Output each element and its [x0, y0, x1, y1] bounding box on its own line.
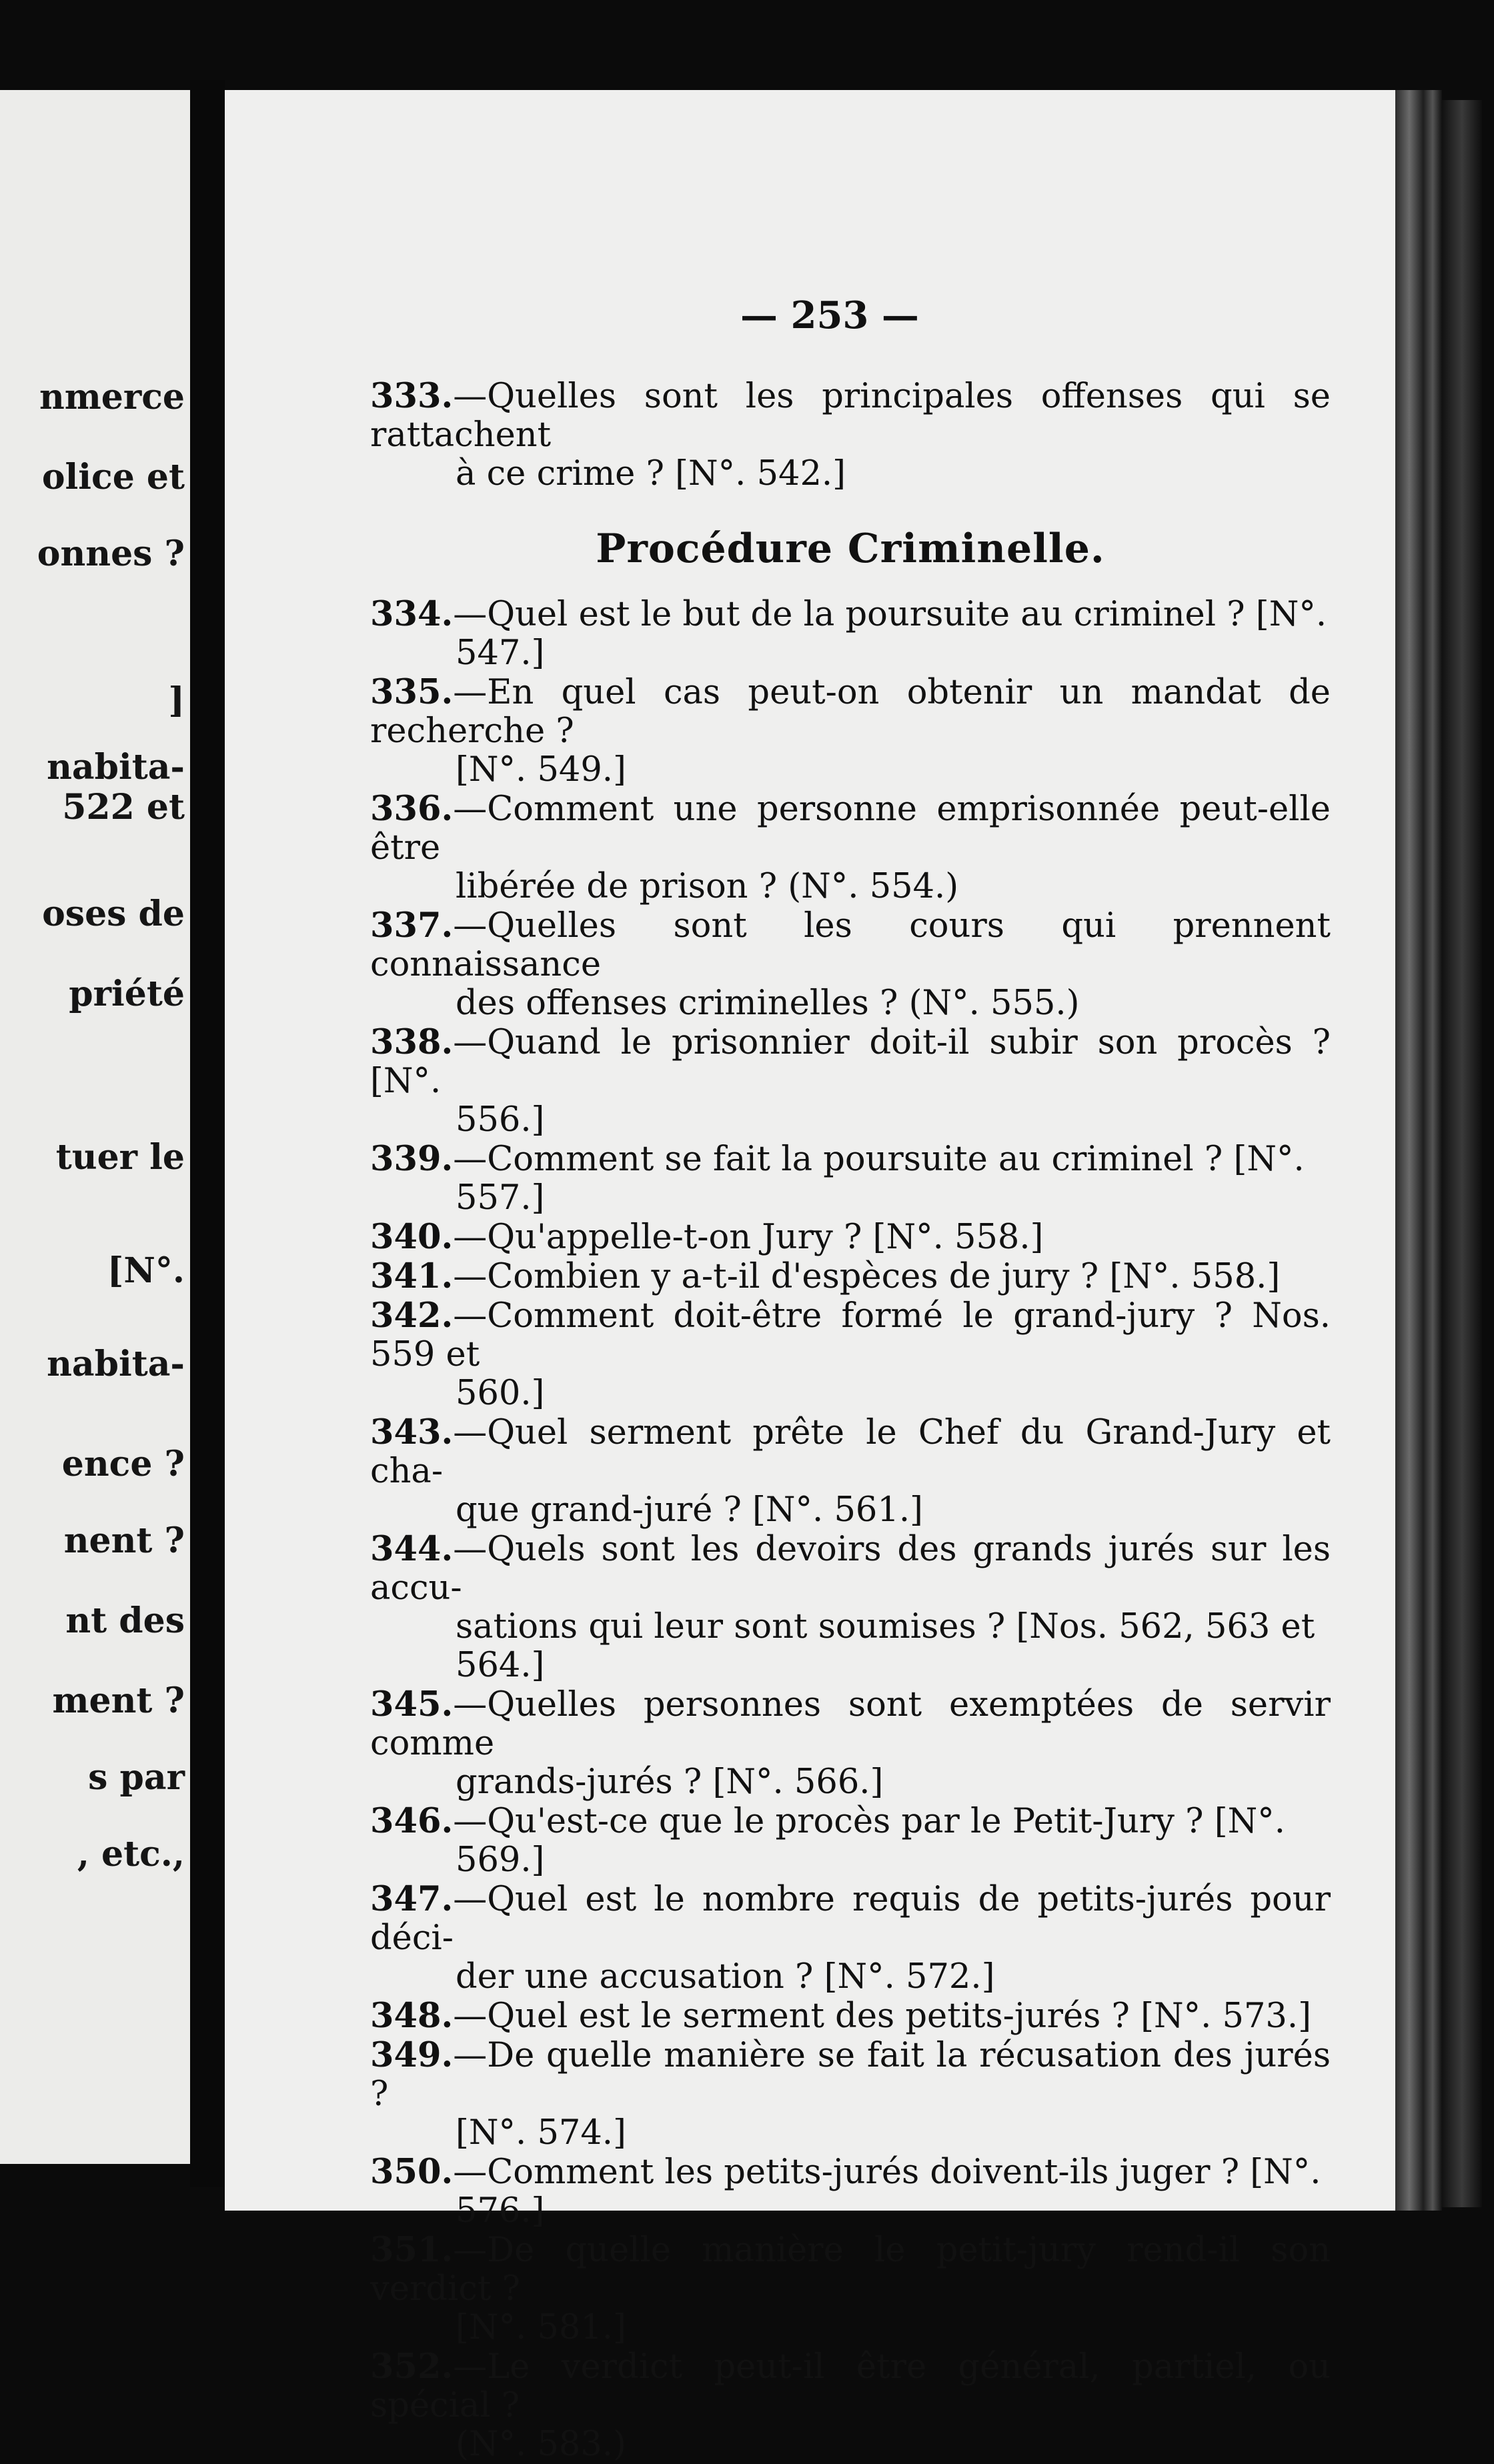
left-page-fragment: tuer le — [55, 1137, 185, 1178]
entry-text: —Quelles sont les cours qui prennent connaissance — [370, 906, 1331, 984]
entry-text: —Quels sont les devoirs des grands jurés sur les accu- — [370, 1530, 1331, 1608]
entry-number: 339. — [370, 1139, 454, 1179]
left-page-fragment: priété — [69, 974, 185, 1014]
entry-continuation: que grand-juré ? [N°. 561.] — [456, 1490, 923, 1530]
entry-347 — [370, 1880, 1331, 1997]
entry-text: —Comment une personne emprisonnée peut-elle être — [370, 790, 1331, 868]
left-page-fragment: 522 et — [62, 787, 185, 828]
entry-339 — [370, 1140, 1331, 1218]
left-page-fragment: nabita- — [47, 747, 185, 788]
entry-text: —Quel est le but de la poursuite au criminel ? [N°. — [453, 595, 1327, 634]
page-number: — 253 — — [740, 293, 919, 337]
entry-text: —Quel est le nombre requis de petits-jurés pour déci- — [370, 1880, 1331, 1958]
left-page-fragment: nt des — [65, 1600, 185, 1641]
book-cover-edge — [1442, 100, 1482, 2207]
left-page-fragment: nent ? — [63, 1520, 185, 1561]
left-page-fragment: [N°. — [107, 1250, 185, 1291]
entry-352 — [370, 2347, 1331, 2464]
entry-text: —Quelles personnes sont exemptées de servir comme — [370, 1685, 1331, 1763]
entry-continuation: des offenses criminelles ? (N°. 555.) — [456, 984, 1080, 1023]
entry-351 — [370, 2231, 1331, 2347]
entry-number: 347. — [370, 1879, 454, 1919]
entry-333 — [370, 377, 1331, 493]
entry-number: 338. — [370, 1022, 454, 1062]
entry-continuation: 557.] — [456, 1178, 545, 1218]
entry-continuation: libérée de prison ? (N°. 554.) — [456, 867, 959, 906]
left-page-edge — [0, 90, 190, 2164]
entry-continuation: sations qui leur sont soumises ? [Nos. 562, 563 et — [456, 1607, 1315, 1646]
entry-number: 350. — [370, 2152, 454, 2192]
left-page-fragment: ence ? — [61, 1444, 185, 1484]
entry-text: —Comment les petits-jurés doivent-ils juger ? [N°. — [453, 2153, 1321, 2192]
entry-text: —Le verdict peut-il être général, partiel, ou spécial ? — [370, 2347, 1331, 2425]
entry-344 — [370, 1530, 1331, 1685]
entry-continuation: [N°. 581.] — [456, 2308, 626, 2347]
entry-number: 334. — [370, 594, 454, 634]
entry-number: 351. — [370, 2230, 454, 2270]
entry-text: —Quel serment prête le Chef du Grand-Jury et cha- — [370, 1413, 1331, 1491]
entry-number: 341. — [370, 1256, 454, 1296]
question-list — [370, 595, 1331, 2464]
entry-text: —Quel est le serment des petits-jurés ? [N°. 573.] — [453, 1997, 1311, 2036]
entry-number: 343. — [370, 1412, 454, 1452]
entry-340 — [370, 1218, 1331, 1257]
page-content — [370, 377, 1331, 2464]
left-page-fragment: olice et — [41, 457, 185, 497]
entry-text: —Combien y a-t-il d'espèces de jury ? [N°. 558.] — [453, 1257, 1281, 1296]
entry-continuation: 560.] — [456, 1374, 545, 1413]
left-page-fragment: nmerce — [39, 377, 185, 417]
left-page-fragment: onnes ? — [37, 533, 185, 574]
entry-number: 346. — [370, 1801, 454, 1841]
entry-342 — [370, 1296, 1331, 1413]
entry-text: —Comment se fait la poursuite au criminel ? [N°. — [453, 1140, 1305, 1179]
entry-continuation: [N°. 574.] — [456, 2113, 626, 2153]
section-heading: Procédure Criminelle. — [596, 525, 1105, 572]
left-page-fragment: nabita- — [47, 1344, 185, 1384]
entry-350 — [370, 2153, 1331, 2231]
entry-text: —De quelle manière le petit-jury rend-il son verdict ? — [370, 2231, 1331, 2309]
entry-number: 349. — [370, 2035, 454, 2075]
entry-343 — [370, 1413, 1331, 1530]
entry-continuation: grands-jurés ? [N°. 566.] — [456, 1762, 884, 1802]
entry-number: 340. — [370, 1217, 454, 1257]
left-page-fragment: s par — [88, 1757, 185, 1798]
page-gutter — [190, 80, 225, 2187]
entry-continuation: 556.] — [456, 1100, 545, 1140]
entry-335 — [370, 673, 1331, 790]
book-spine — [1395, 90, 1442, 2211]
entry-continuation: der une accusation ? [N°. 572.] — [456, 1957, 995, 1997]
entry-text: —En quel cas peut-on obtenir un mandat de recherche ? — [370, 673, 1331, 751]
entry-continuation: 547.] — [456, 634, 545, 673]
entry-text: —De quelle manière se fait la récusation des jurés ? — [370, 2036, 1331, 2114]
entry-text: —Quand le prisonnier doit-il subir son procès ? [N°. — [370, 1023, 1331, 1101]
entry-text: —Comment doit-être formé le grand-jury ? Nos. 559 et — [370, 1296, 1331, 1374]
entry-number: 336. — [370, 789, 454, 829]
entry-336 — [370, 790, 1331, 906]
entry-number: 333. — [370, 376, 454, 416]
left-page-fragment: ment ? — [52, 1680, 185, 1721]
left-page-fragment: oses de — [42, 894, 185, 934]
entry-continuation: [N°. 549.] — [456, 750, 626, 790]
entry-number: 344. — [370, 1529, 454, 1569]
entry-continuation: 564.] — [456, 1646, 545, 1685]
entry-text: —Qu'est-ce que le procès par le Petit-Jury ? [N°. — [453, 1802, 1285, 1841]
entry-number: 337. — [370, 906, 454, 946]
entry-number: 352. — [370, 2347, 454, 2387]
entry-334 — [370, 595, 1331, 673]
entry-337 — [370, 906, 1331, 1023]
entry-348 — [370, 1997, 1331, 2036]
entry-number: 348. — [370, 1996, 454, 2036]
left-page-fragment: ] — [168, 680, 185, 721]
entry-number: 335. — [370, 672, 454, 712]
entry-number: 345. — [370, 1684, 454, 1724]
entry-341 — [370, 1257, 1331, 1296]
entry-continuation: 576.] — [456, 2191, 545, 2231]
entry-345 — [370, 1685, 1331, 1802]
entry-text: —Qu'appelle-t-on Jury ? [N°. 558.] — [453, 1218, 1044, 1257]
left-page-fragment: , etc., — [77, 1834, 185, 1875]
entry-349 — [370, 2036, 1331, 2153]
entry-338 — [370, 1023, 1331, 1140]
entry-continuation: à ce crime ? [N°. 542.] — [456, 454, 846, 493]
entry-346 — [370, 1802, 1331, 1880]
entry-continuation: 569.] — [456, 1840, 545, 1880]
entry-number: 342. — [370, 1296, 454, 1336]
entry-continuation: (N°. 583.) — [456, 2425, 626, 2464]
entry-text: —Quelles sont les principales offenses qui se rattachent — [370, 377, 1331, 455]
